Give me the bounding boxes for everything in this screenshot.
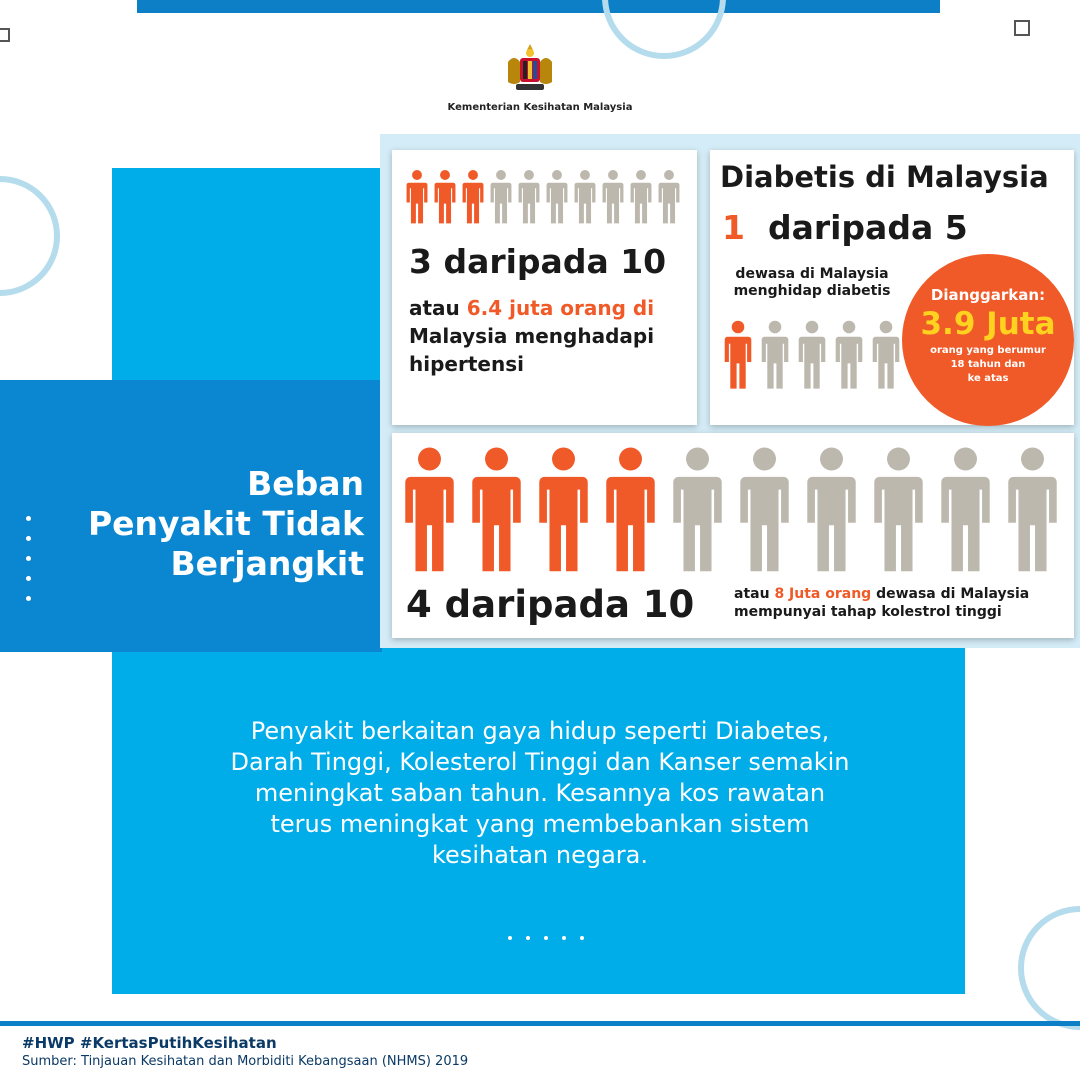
estimate-badge xyxy=(902,254,1074,426)
title-line2: Penyakit Tidak xyxy=(87,504,364,543)
cholesterol-pictogram xyxy=(404,444,1074,576)
person-icon xyxy=(630,168,652,226)
badge-value: 3.9 Juta xyxy=(920,306,1056,342)
body-line5: kesihatan negara. xyxy=(432,841,648,869)
person-icon xyxy=(518,168,540,226)
page-title xyxy=(60,464,364,584)
body-line4: terus meningkat yang membebankan sistem xyxy=(270,810,810,838)
ministry-name: Kementerian Kesihatan Malaysia xyxy=(447,102,633,113)
diabetes-desc-line2: menghidap diabetis xyxy=(733,283,891,299)
hypertension-line3: hipertensi xyxy=(409,352,524,376)
hashtags: #HWP #KertasPutihKesihatan xyxy=(22,1034,277,1052)
badge-caption-line1: orang yang berumur xyxy=(930,345,1046,356)
diabetes-pictogram xyxy=(724,320,909,390)
malaysia-coat-of-arms-icon xyxy=(500,40,560,100)
cholesterol-line2: mempunyai tahap kolestrol tinggi xyxy=(734,604,1002,620)
body-line2: Darah Tinggi, Kolesterol Tinggi dan Kanser semakin xyxy=(230,748,850,776)
diabetes-title: Diabetis di Malaysia xyxy=(720,160,1049,194)
decorative-circle xyxy=(0,176,60,296)
cholesterol-highlight: 8 Juta orang xyxy=(774,586,872,602)
person-icon-highlighted xyxy=(462,168,484,226)
person-icon xyxy=(658,168,680,226)
hypertension-pictogram xyxy=(406,168,686,226)
badge-caption-line3: ke atas xyxy=(967,373,1009,384)
cholesterol-description xyxy=(734,585,1029,621)
decorative-circle xyxy=(1018,906,1080,1030)
diabetes-ratio xyxy=(722,208,968,247)
person-icon xyxy=(574,168,596,226)
person-icon-highlighted xyxy=(605,444,656,576)
diabetes-desc-line1: dewasa di Malaysia xyxy=(735,266,889,282)
person-icon-highlighted xyxy=(404,444,455,576)
person-icon xyxy=(1007,444,1058,576)
horizontal-dots-decoration xyxy=(508,936,584,940)
person-icon-highlighted xyxy=(471,444,522,576)
badge-caption xyxy=(902,344,1074,386)
diabetes-ratio-rest: daripada 5 xyxy=(767,208,968,247)
decorative-square xyxy=(0,28,10,42)
person-icon xyxy=(806,444,857,576)
cholesterol-headline: 4 daripada 10 xyxy=(406,583,695,626)
vertical-dots-decoration xyxy=(26,516,32,616)
hypertension-prefix: atau xyxy=(409,296,467,320)
person-icon xyxy=(940,444,991,576)
decorative-circle xyxy=(602,0,726,59)
cholesterol-card xyxy=(392,433,1074,638)
diabetes-ratio-number: 1 xyxy=(722,208,745,247)
hypertension-highlight: 6.4 juta orang di xyxy=(466,296,655,320)
body-line1: Penyakit berkaitan gaya hidup seperti Diabetes, xyxy=(250,717,830,745)
top-accent-bar xyxy=(137,0,940,13)
badge-label: Dianggarkan: xyxy=(930,286,1046,304)
person-icon xyxy=(872,320,900,390)
footer-divider xyxy=(0,1021,1080,1026)
hypertension-card xyxy=(392,150,697,425)
person-icon-highlighted xyxy=(538,444,589,576)
person-icon-highlighted xyxy=(406,168,428,226)
body-paragraph xyxy=(150,716,930,871)
title-line1: Beban xyxy=(247,464,364,503)
decorative-square xyxy=(1014,20,1030,36)
hypertension-line2: Malaysia menghadapi xyxy=(409,324,655,348)
body-line3: meningkat saban tahun. Kesannya kos rawatan xyxy=(254,779,826,807)
hypertension-headline: 3 daripada 10 xyxy=(409,242,667,281)
diabetes-description xyxy=(718,266,906,300)
person-icon xyxy=(546,168,568,226)
person-icon-highlighted xyxy=(434,168,456,226)
title-line3: Berjangkit xyxy=(170,544,364,583)
person-icon xyxy=(761,320,789,390)
person-icon xyxy=(672,444,723,576)
cholesterol-prefix: atau xyxy=(734,586,775,602)
person-icon xyxy=(798,320,826,390)
person-icon-highlighted xyxy=(724,320,752,390)
person-icon xyxy=(873,444,924,576)
person-icon xyxy=(602,168,624,226)
badge-caption-line2: 18 tahun dan xyxy=(950,359,1026,370)
hypertension-description xyxy=(409,294,654,378)
person-icon xyxy=(490,168,512,226)
source-citation: Sumber: Tinjauan Kesihatan dan Morbiditi Kebangsaan (NHMS) 2019 xyxy=(22,1054,469,1069)
person-icon xyxy=(739,444,790,576)
cholesterol-suffix: dewasa di Malaysia xyxy=(871,586,1030,602)
person-icon xyxy=(835,320,863,390)
